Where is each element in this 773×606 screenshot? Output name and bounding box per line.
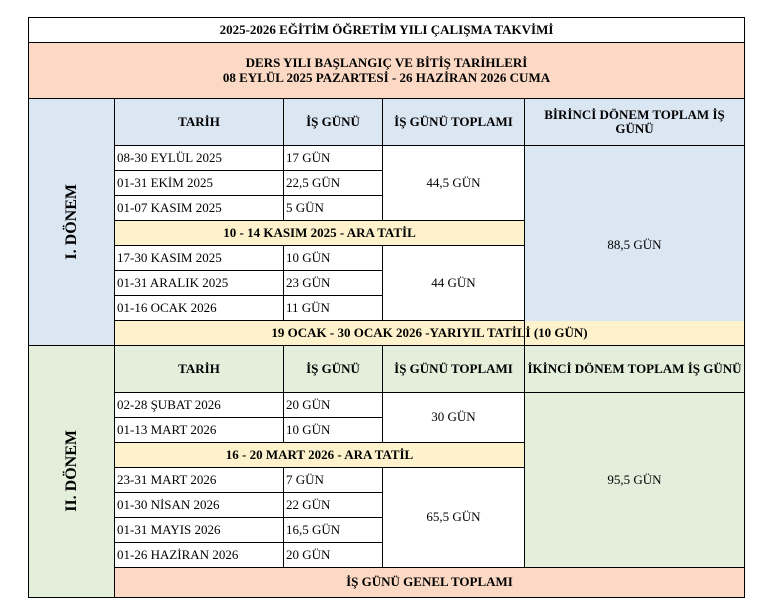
term1-days-header: İŞ GÜNÜ xyxy=(284,99,383,146)
days-cell: 10 GÜN xyxy=(284,246,383,271)
days-cell: 11 GÜN xyxy=(284,296,383,321)
grand-total-label: İŞ GÜNÜ GENEL TOPLAMI xyxy=(115,568,745,598)
term2-total: 95,5 GÜN xyxy=(525,393,745,568)
term2-total-header: İKİNCİ DÖNEM TOPLAM İŞ GÜNÜ xyxy=(525,346,745,393)
term1-break: 10 - 14 KASIM 2025 - ARA TATİL xyxy=(115,221,525,246)
table-row xyxy=(29,393,745,418)
year-range-cell xyxy=(29,43,745,99)
term1-label-cell xyxy=(29,99,115,346)
date-cell: 01-13 MART 2026 xyxy=(115,418,284,443)
year-range-line2: 08 EYLÜL 2025 PAZARTESİ - 26 HAZİRAN 2026 CUMA xyxy=(222,69,551,85)
days-cell: 20 GÜN xyxy=(284,393,383,418)
term1-subtotal-a: 44,5 GÜN xyxy=(383,146,525,221)
date-cell: 23-31 MART 2026 xyxy=(115,468,284,493)
term1-subtotal-b: 44 GÜN xyxy=(383,246,525,321)
term2-label: II. DÖNEM xyxy=(62,430,80,513)
term1-total-header: BİRİNCİ DÖNEM TOPLAM İŞ GÜNÜ xyxy=(525,99,745,146)
date-cell: 01-31 MAYIS 2026 xyxy=(115,518,284,543)
term1-label: I. DÖNEM xyxy=(62,184,80,260)
term1-total: 88,5 GÜN xyxy=(525,146,745,346)
term2-subtotal-b: 65,5 GÜN xyxy=(383,468,525,568)
grand-total-row xyxy=(29,568,745,598)
table-row xyxy=(29,146,745,171)
term1-date-header: TARİH xyxy=(115,99,284,146)
date-cell: 01-31 ARALIK 2025 xyxy=(115,271,284,296)
calendar-table xyxy=(28,17,745,598)
days-cell: 10 GÜN xyxy=(284,418,383,443)
days-cell: 17 GÜN xyxy=(284,146,383,171)
days-cell: 23 GÜN xyxy=(284,271,383,296)
term2-subtotal-header: İŞ GÜNÜ TOPLAMI xyxy=(383,346,525,393)
days-cell: 22,5 GÜN xyxy=(284,171,383,196)
term2-date-header: TARİH xyxy=(115,346,284,393)
term2-days-header: İŞ GÜNÜ xyxy=(284,346,383,393)
semester-break: 19 OCAK - 30 OCAK 2026 -YARIYIL TATİLİ (10 GÜN) xyxy=(115,321,745,346)
date-cell: 01-30 NİSAN 2026 xyxy=(115,493,284,518)
date-cell: 17-30 KASIM 2025 xyxy=(115,246,284,271)
term1-subtotal-header: İŞ GÜNÜ TOPLAMI xyxy=(383,99,525,146)
term2-label-cell xyxy=(29,346,115,598)
days-cell: 5 GÜN xyxy=(284,196,383,221)
title-row xyxy=(29,18,745,43)
date-cell: 01-16 OCAK 2026 xyxy=(115,296,284,321)
date-cell: 01-31 EKİM 2025 xyxy=(115,171,284,196)
date-cell: 01-07 KASIM 2025 xyxy=(115,196,284,221)
days-cell: 20 GÜN xyxy=(284,543,383,568)
term1-header-row xyxy=(29,99,745,146)
days-cell: 22 GÜN xyxy=(284,493,383,518)
year-range-row xyxy=(29,43,745,99)
term2-break: 16 - 20 MART 2026 - ARA TATİL xyxy=(115,443,525,468)
term2-subtotal-a: 30 GÜN xyxy=(383,393,525,443)
date-cell: 08-30 EYLÜL 2025 xyxy=(115,146,284,171)
days-cell: 16,5 GÜN xyxy=(284,518,383,543)
days-cell: 7 GÜN xyxy=(284,468,383,493)
term2-header-row xyxy=(29,346,745,393)
date-cell: 01-26 HAZİRAN 2026 xyxy=(115,543,284,568)
page-title: 2025-2026 EĞİTİM ÖĞRETİM YILI ÇALIŞMA TAKVİMİ xyxy=(29,18,745,43)
semester-break-row xyxy=(29,321,745,346)
date-cell: 02-28 ŞUBAT 2026 xyxy=(115,393,284,418)
year-range-line1: DERS YILI BAŞLANGIÇ VE BİTİŞ TARİHLERİ xyxy=(245,55,528,71)
